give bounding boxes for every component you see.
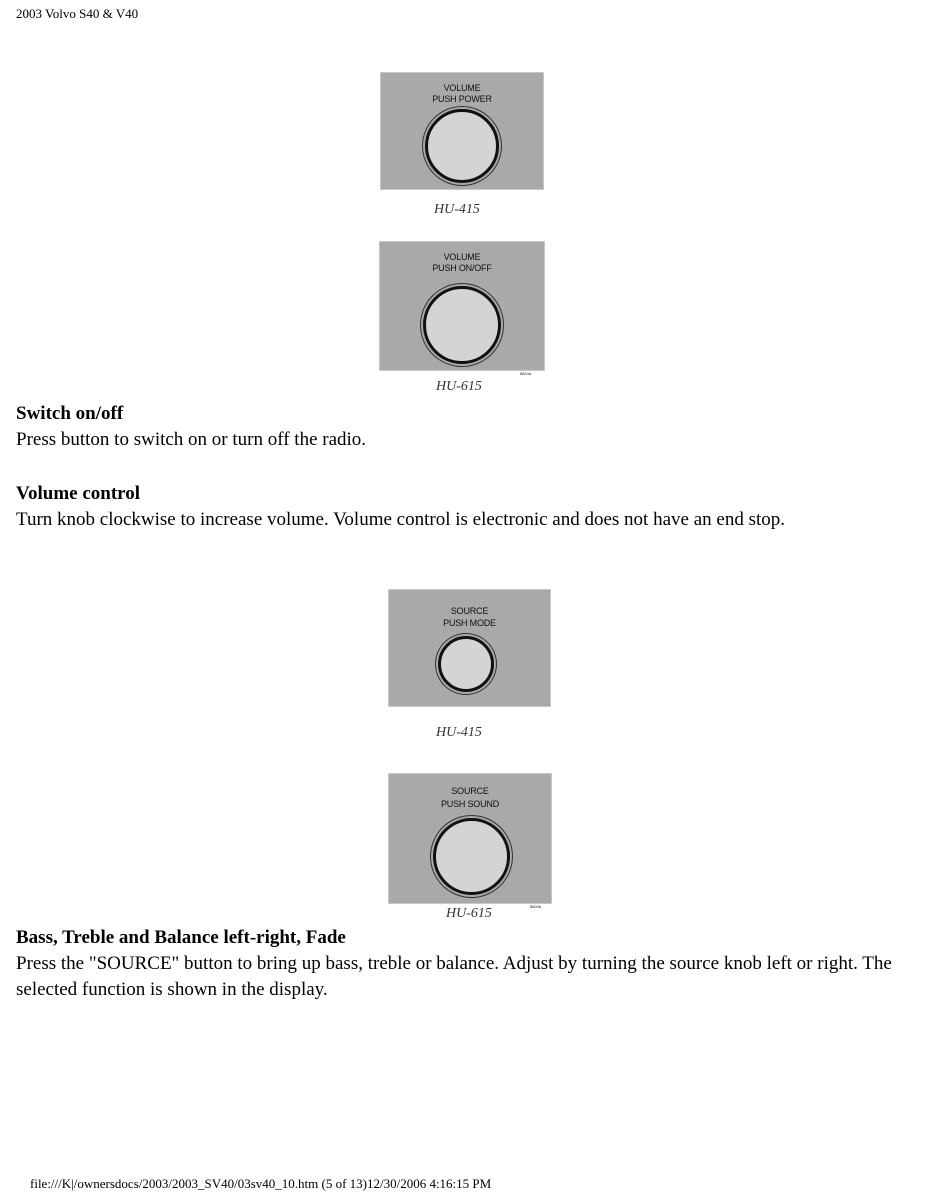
source-knob-icon <box>438 636 494 692</box>
figure-code: 8804b <box>530 904 542 909</box>
figure-caption: HU-615 <box>436 379 482 394</box>
volume-knob-icon <box>423 286 501 364</box>
figure-label-line1: SOURCE <box>451 786 489 796</box>
figure-caption: HU-415 <box>436 725 482 740</box>
section-heading-bass-treble: Bass, Treble and Balance left-right, Fade <box>16 927 346 948</box>
figure-label-line2: PUSH SOUND <box>440 799 499 809</box>
volume-knob-icon <box>425 109 499 183</box>
section-body-switch: Press button to switch on or turn off the radio. <box>16 429 367 450</box>
source-knob-figure-hu415 <box>388 589 551 707</box>
figure-label-line1: SOURCE <box>450 606 489 616</box>
figure-code: 8804a <box>520 371 532 376</box>
figure-label-line1: VOLUME <box>443 252 481 262</box>
figure-label-line2: PUSH ON/OFF <box>432 263 492 273</box>
volume-knob-figure-hu415 <box>380 72 544 190</box>
section-heading-switch: Switch on/off <box>16 403 124 424</box>
figure-label-line2: PUSH POWER <box>432 94 492 104</box>
source-knob-figure-hu615 <box>388 773 552 904</box>
page-header-title: 2003 Volvo S40 & V40 <box>16 6 139 21</box>
figure-caption: HU-615 <box>446 906 492 921</box>
figure-label-line1: VOLUME <box>443 83 481 93</box>
source-knob-icon <box>433 818 510 895</box>
section-body-bass-treble: Press the "SOURCE" button to bring up bass, treble or balance. Adjust by turning the source knob left or right. The selected function is shown in the display. <box>16 953 892 1000</box>
figure-caption: HU-415 <box>434 202 480 217</box>
section-heading-volume: Volume control <box>16 483 141 504</box>
figure-label-line2: PUSH MODE <box>443 618 496 628</box>
page-footer-url: file:///K|/ownersdocs/2003/2003_SV40/03sv40_10.htm (5 of 13)12/30/2006 4:16:15 PM <box>30 1176 492 1191</box>
volume-knob-figure-hu615 <box>379 241 545 371</box>
section-body-volume: Turn knob clockwise to increase volume. Volume control is electronic and does not have an end stop. <box>16 509 785 530</box>
